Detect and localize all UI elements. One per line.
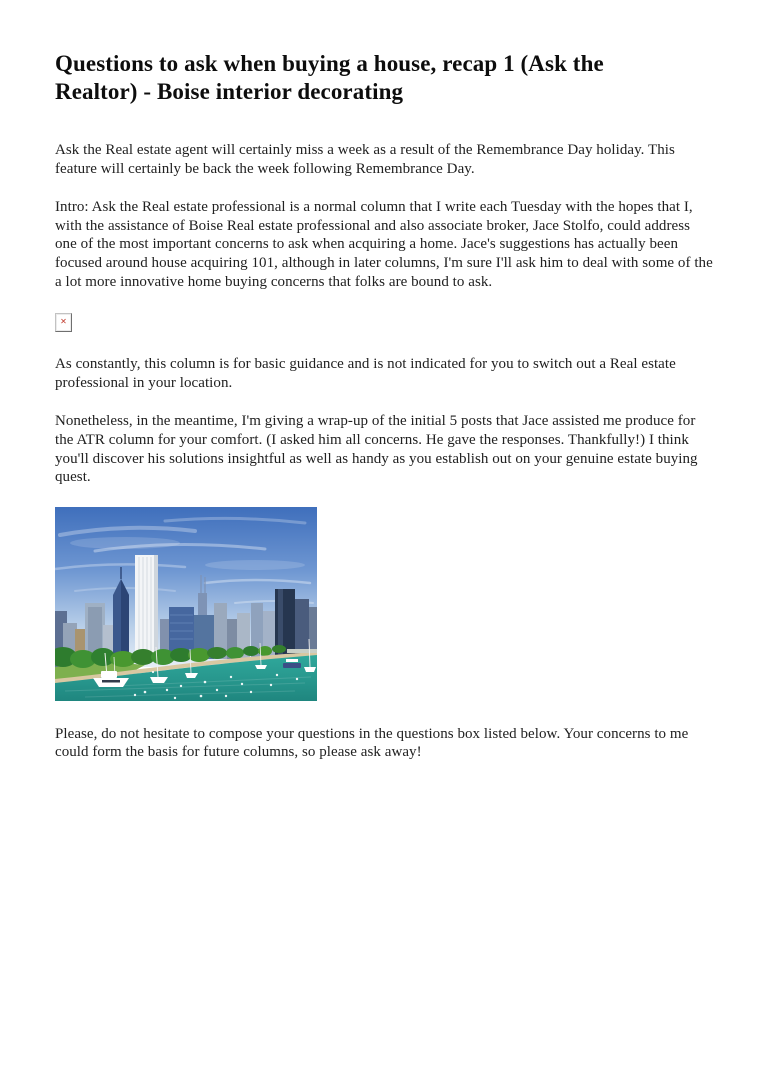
- paragraph-disclaimer: As constantly, this column is for basic guidance and is not indicated for you to switch out a Real estate professional in your location.: [55, 356, 676, 391]
- paragraph-cta: Please, do not hesitate to compose your questions in the questions box listed below. Your concerns to me could form the basis for future columns, so please ask away!: [55, 725, 689, 761]
- page-title: Questions to ask when buying a house, recap 1 (Ask the Realtor) - Boise interior decorating: [55, 51, 604, 104]
- city-skyline-photo: [55, 507, 317, 701]
- red-x-glyph: ✕: [60, 317, 67, 327]
- paragraph-wrapup: Nonetheless, in the meantime, I'm giving a wrap-up of the initial 5 posts that Jace assisted me produce for the ATR column for your comfort. (I asked him all concerns. He gave the responses. Thankfully!) I think you'll discover his solutions insightful as well as handy as you establish out on your genuine estate buying quest.: [55, 413, 698, 486]
- paragraph-intro: Intro: Ask the Real estate professional is a normal column that I write each Tuesday with the hopes that I, with the assistance of Boise Real estate professional and also associate broker, Jace Stolfo, could address one of the most important concerns to ask when acquiring a home. Jace's suggestions has actually been focused around house acquiring 101, although in later columns, I'm sure I'll ask him to deal with some of the a lot more innovative home buying concerns that folks are bound to ask.: [55, 199, 713, 290]
- paragraph-holiday-notice: Ask the Real estate agent will certainly miss a week as a result of the Remembrance Day holiday. This feature will certainly be back the week following Remembrance Day.: [55, 142, 675, 177]
- broken-image-row: [55, 311, 715, 335]
- broken-image-icon: [55, 313, 72, 332]
